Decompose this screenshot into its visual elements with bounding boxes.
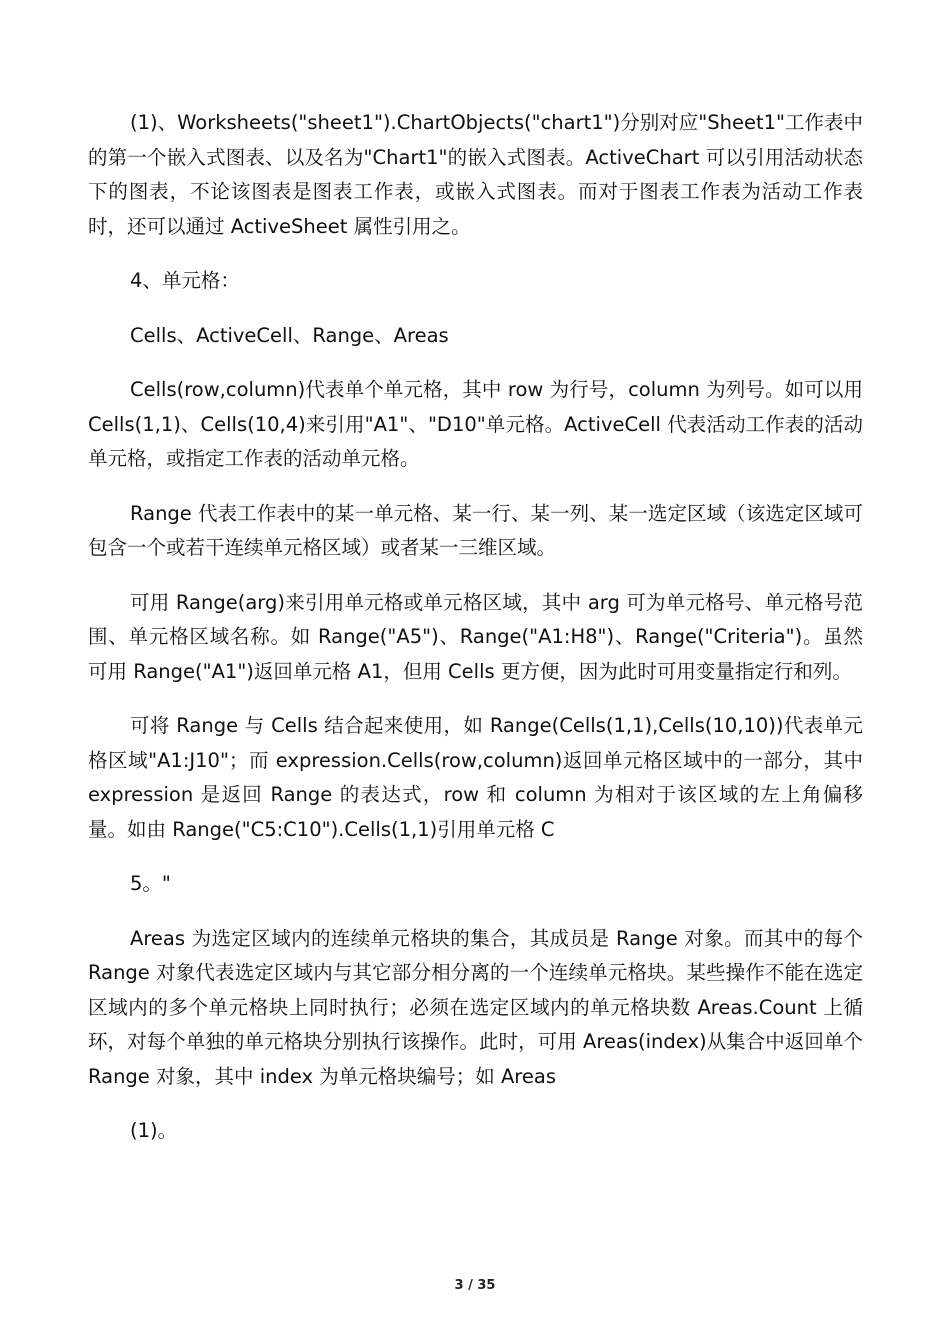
paragraph-chartobjects: (1)、Worksheets("sheet1").ChartObjects("chart1")分别对应"Sheet1"工作表中的第一个嵌入式图表、以及名为"Chart1"的嵌入式图表。ActiveChart 可以引用活动状态下的图表，不论该图表是图表工作表，或嵌入式图表。而对于图表工作表为活动工作表时，还可以通过 ActiveSheet 属性引用之。 bbox=[88, 111, 863, 238]
paragraph-range-cells: 可将 Range 与 Cells 结合起来使用，如 Range(Cells(1,1),Cells(10,10))代表单元格区域"A1:J10"；而 expression.Cells(row,column)返回单元格区域中的一部分，其中 expression 是返回 Range 的表达式，row 和 column 为相对于该区域的左上角偏移量。如由 Range("C5:C10").Cells(1,1)引用单元格 C bbox=[88, 714, 863, 841]
document-body bbox=[88, 106, 863, 1169]
paragraph-cells: Cells(row,column)代表单个单元格，其中 row 为行号，column 为列号。如可以用 Cells(1,1)、Cells(10,4)来引用"A1"、"D10"单元格。ActiveCell 代表活动工作表的活动单元格，或指定工作表的活动单元格。 bbox=[88, 378, 863, 470]
page-number: 3 / 35 bbox=[454, 1278, 496, 1293]
paragraph-areas-index: (1)。 bbox=[130, 1119, 178, 1142]
paragraph-object-list: Cells、ActiveCell、Range、Areas bbox=[130, 323, 449, 347]
heading-cells-section: 4、单元格： bbox=[130, 269, 240, 292]
paragraph-fragment: 5。" bbox=[130, 872, 171, 895]
paragraph-range-arg: 可用 Range(arg)来引用单元格或单元格区域，其中 arg 可为单元格号、单元格号范围、单元格区域名称。如 Range("A5")、Range("A1:H8")、Range("Criteria")。虽然可用 Range("A1")返回单元格 A1，但用 Cells 更方便，因为此时可用变量指定行和列。 bbox=[88, 590, 863, 683]
paragraph-range: Range 代表工作表中的某一单元格、某一行、某一列、某一选定区域（该选定区域可包含一个或若干连续单元格区域）或者某一三维区域。 bbox=[88, 501, 863, 559]
paragraph-areas: Areas 为选定区域内的连续单元格块的集合，其成员是 Range 对象。而其中的每个 Range 对象代表选定区域内与其它部分相分离的一个连续单元格块。某些操作不能在选定区域内的多个单元格块上同时执行；必须在选定区域内的单元格块数 Areas.Count 上循环，对每个单独的单元格块分别执行该操作。此时，可用 Areas(index)从集合中返回单个 Range 对象，其中 index 为单元格块编号；如 Areas bbox=[88, 926, 863, 1088]
